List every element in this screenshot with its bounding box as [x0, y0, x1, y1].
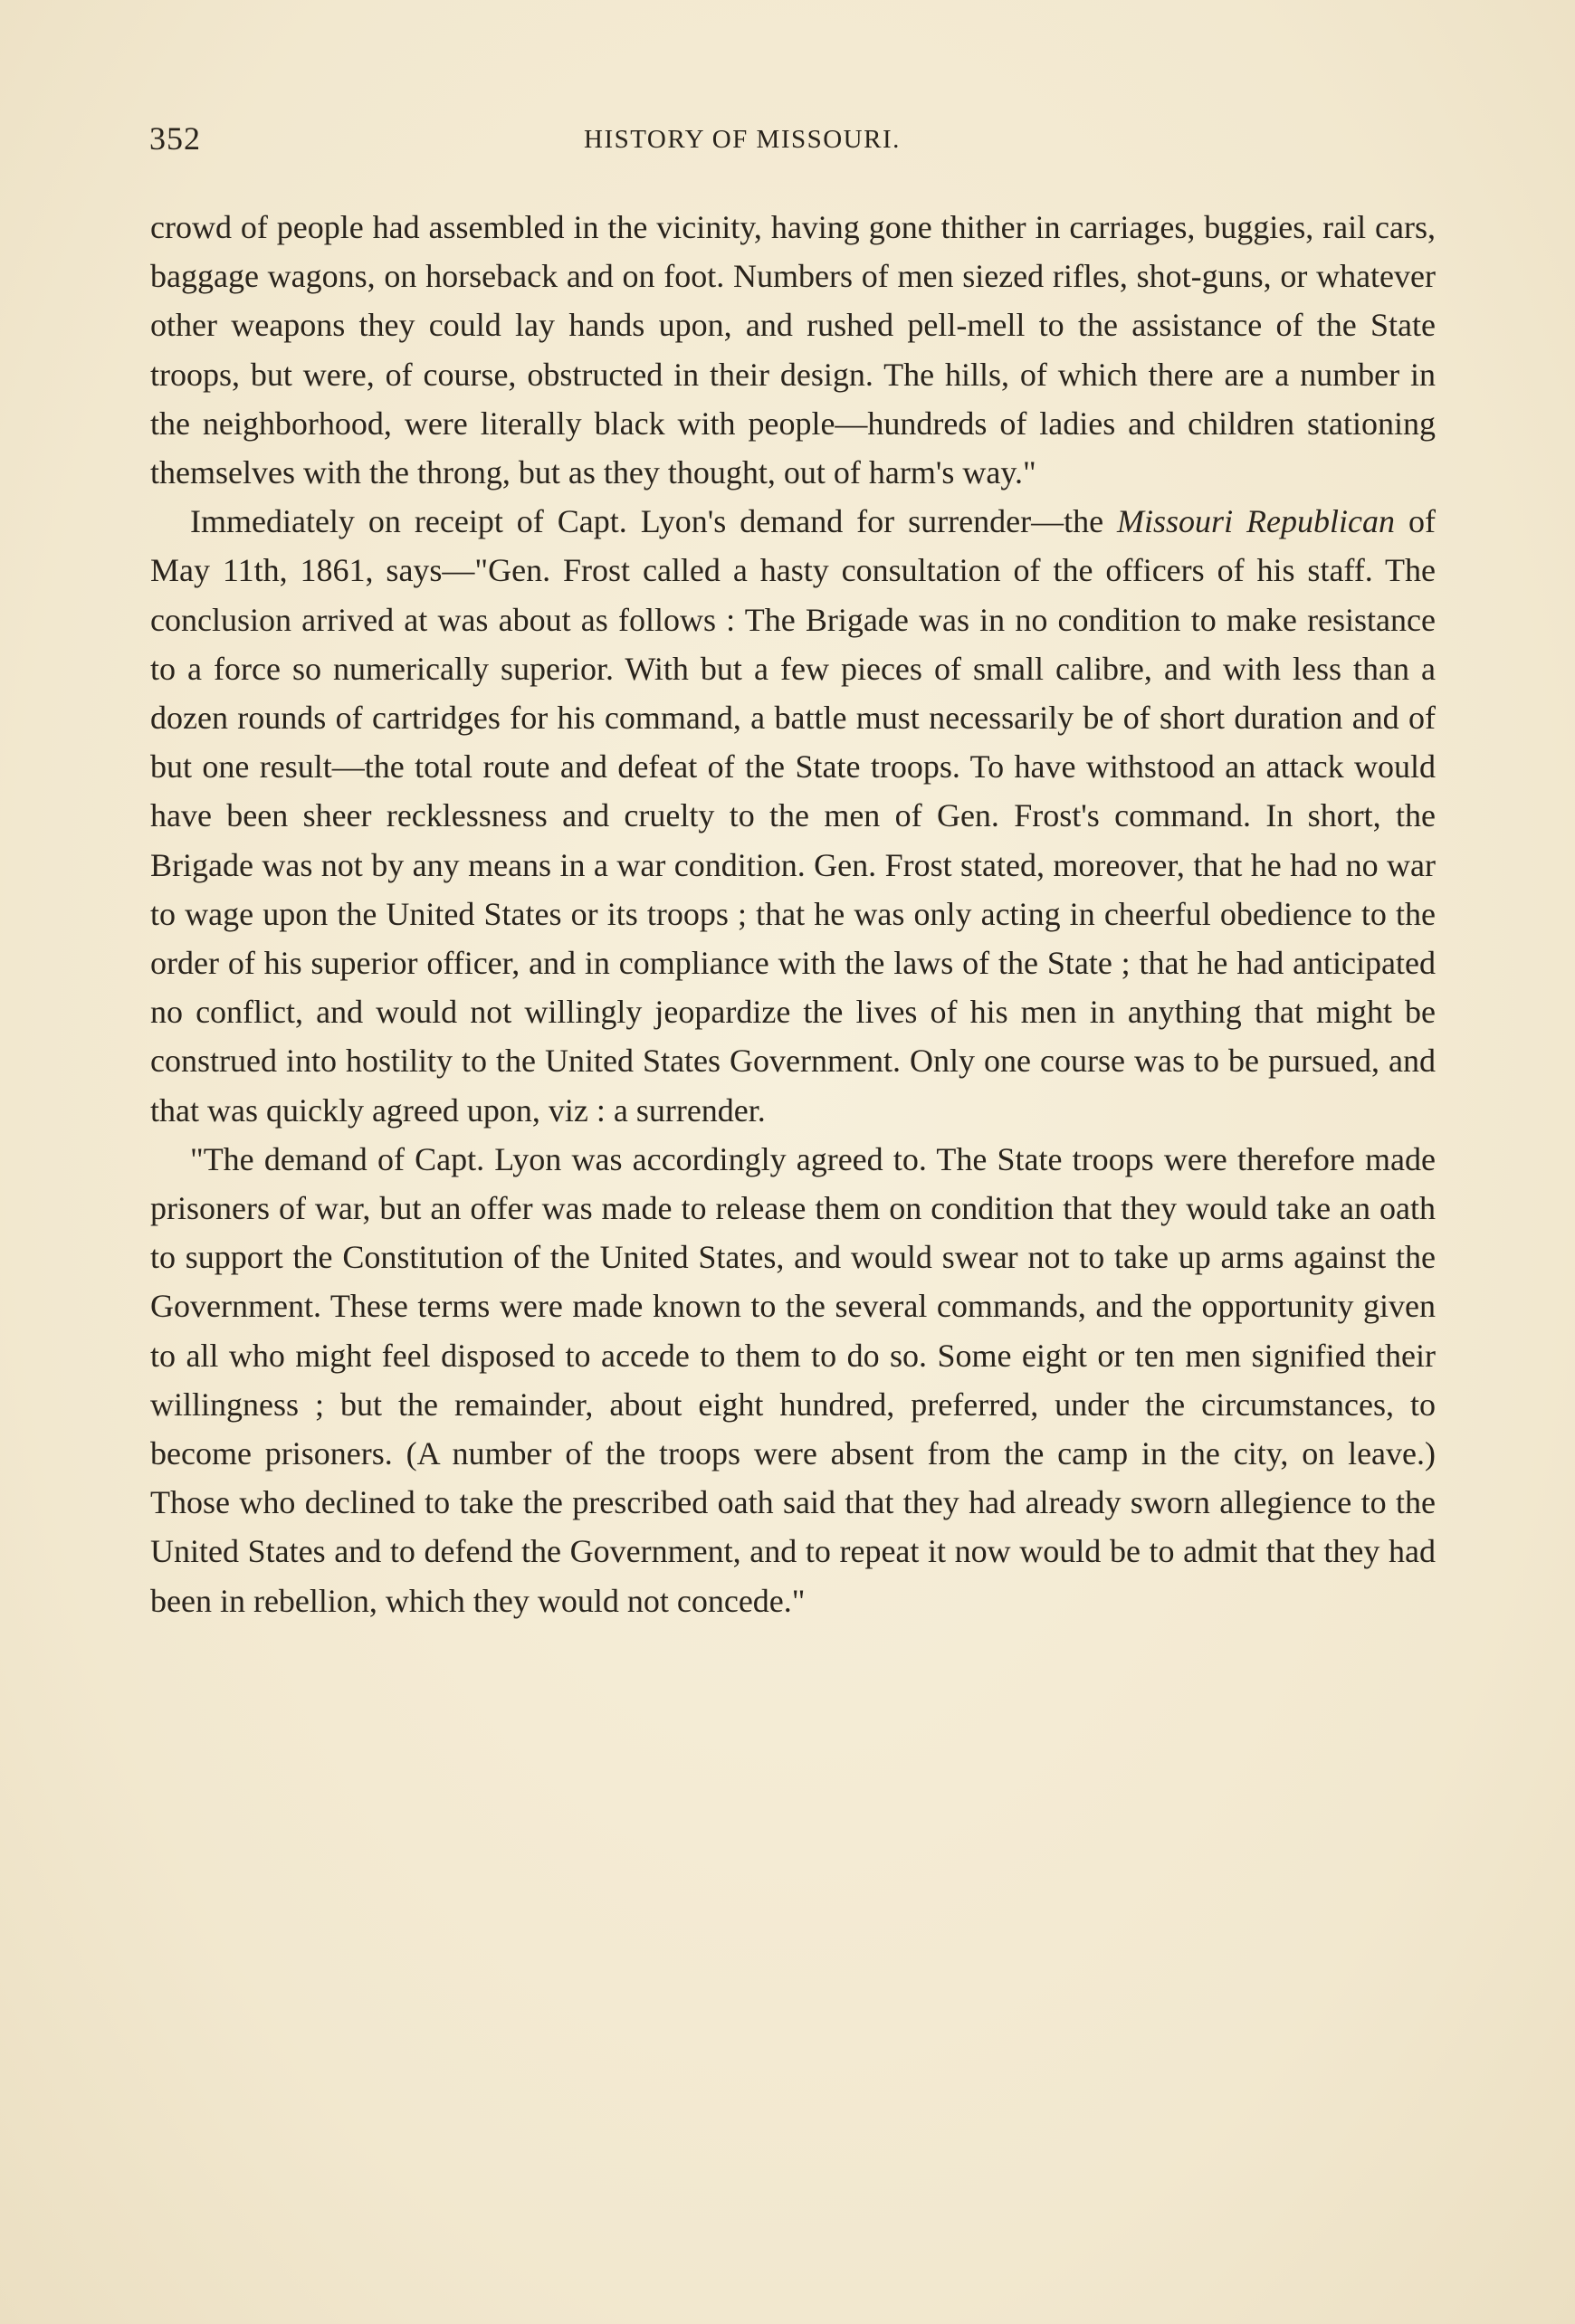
- paragraph-surrender-terms: "The demand of Capt. Lyon was accordingly agreed to. The State troops were therefore made prisoners of war, but an offer was made to release them on condition that they would take an oath to support the Constitution of the United States, and would swear not to take up arms against the Government. These terms were made known to the several commands, and the opportunity given to all who might feel disposed to accede to them to do so. Some eight or ten men signified their willingness ; but the remainder, about eight hundred, preferred, under the circumstances, to become prisoners. (A number of the troops were absent from the camp in the city, on leave.) Those who declined to take the prescribed oath said that they had already sworn allegience to the United States and to defend the Government, and to repeat it now would be to admit that they had been in rebellion, which they would not concede.": [150, 1140, 1436, 1619]
- paragraph-text-after: of May 11th, 1861, says—"Gen. Frost called a hasty consultation of the officers of his staff. The conclusion arrived at was about as follows : The Brigade was in no condition to make resistance to a force so numerically superior. With but a few pieces of small calibre, and with less than a dozen rounds of cartridges for his command, a battle must necessarily be of short duration and of but one result—the total route and defeat of the State troops. To have withstood an attack would have been sheer recklessness and cruelty to the men of Gen. Frost's command. In short, the Brigade was not by any means in a war condition. Gen. Frost stated, moreover, that he had no war to wage upon the United States or its troops ; that he was only acting in cheerful obedience to the order of his superior officer, and in compliance with the laws of the State ; that he had anticipated no conflict, and would not willingly jeopardize the lives of his men in anything that might be construed into hostility to the United States Government. Only one course was to be pursued, and that was quickly agreed upon, viz : a surrender.: [150, 503, 1436, 1129]
- running-title: HISTORY OF MISSOURI.: [584, 125, 901, 154]
- paragraph-text-before: Immediately on receipt of Capt. Lyon's demand for surrender—the: [190, 503, 1118, 540]
- body-text: [150, 203, 1436, 1625]
- page-number: 352: [149, 120, 201, 157]
- newspaper-title: Missouri Republican: [1117, 503, 1396, 540]
- paragraph-frost-consultation: [150, 497, 1436, 1135]
- running-head: [149, 119, 1435, 165]
- paragraph-continuation: crowd of people had assembled in the vicinity, having gone thither in carriages, buggies, rail cars, baggage wagons, on horseback and on foot. Numbers of men siezed rifles, shot-guns, or whatever other weapons they could lay hands upon, and rushed pell-mell to the assistance of the State troops, but were, of course, obstructed in their design. The hills, of which there are a number in the neighborhood, were literally black with people—hundreds of ladies and children stationing themselves with the throng, but as they thought, out of harm's way.": [150, 209, 1436, 491]
